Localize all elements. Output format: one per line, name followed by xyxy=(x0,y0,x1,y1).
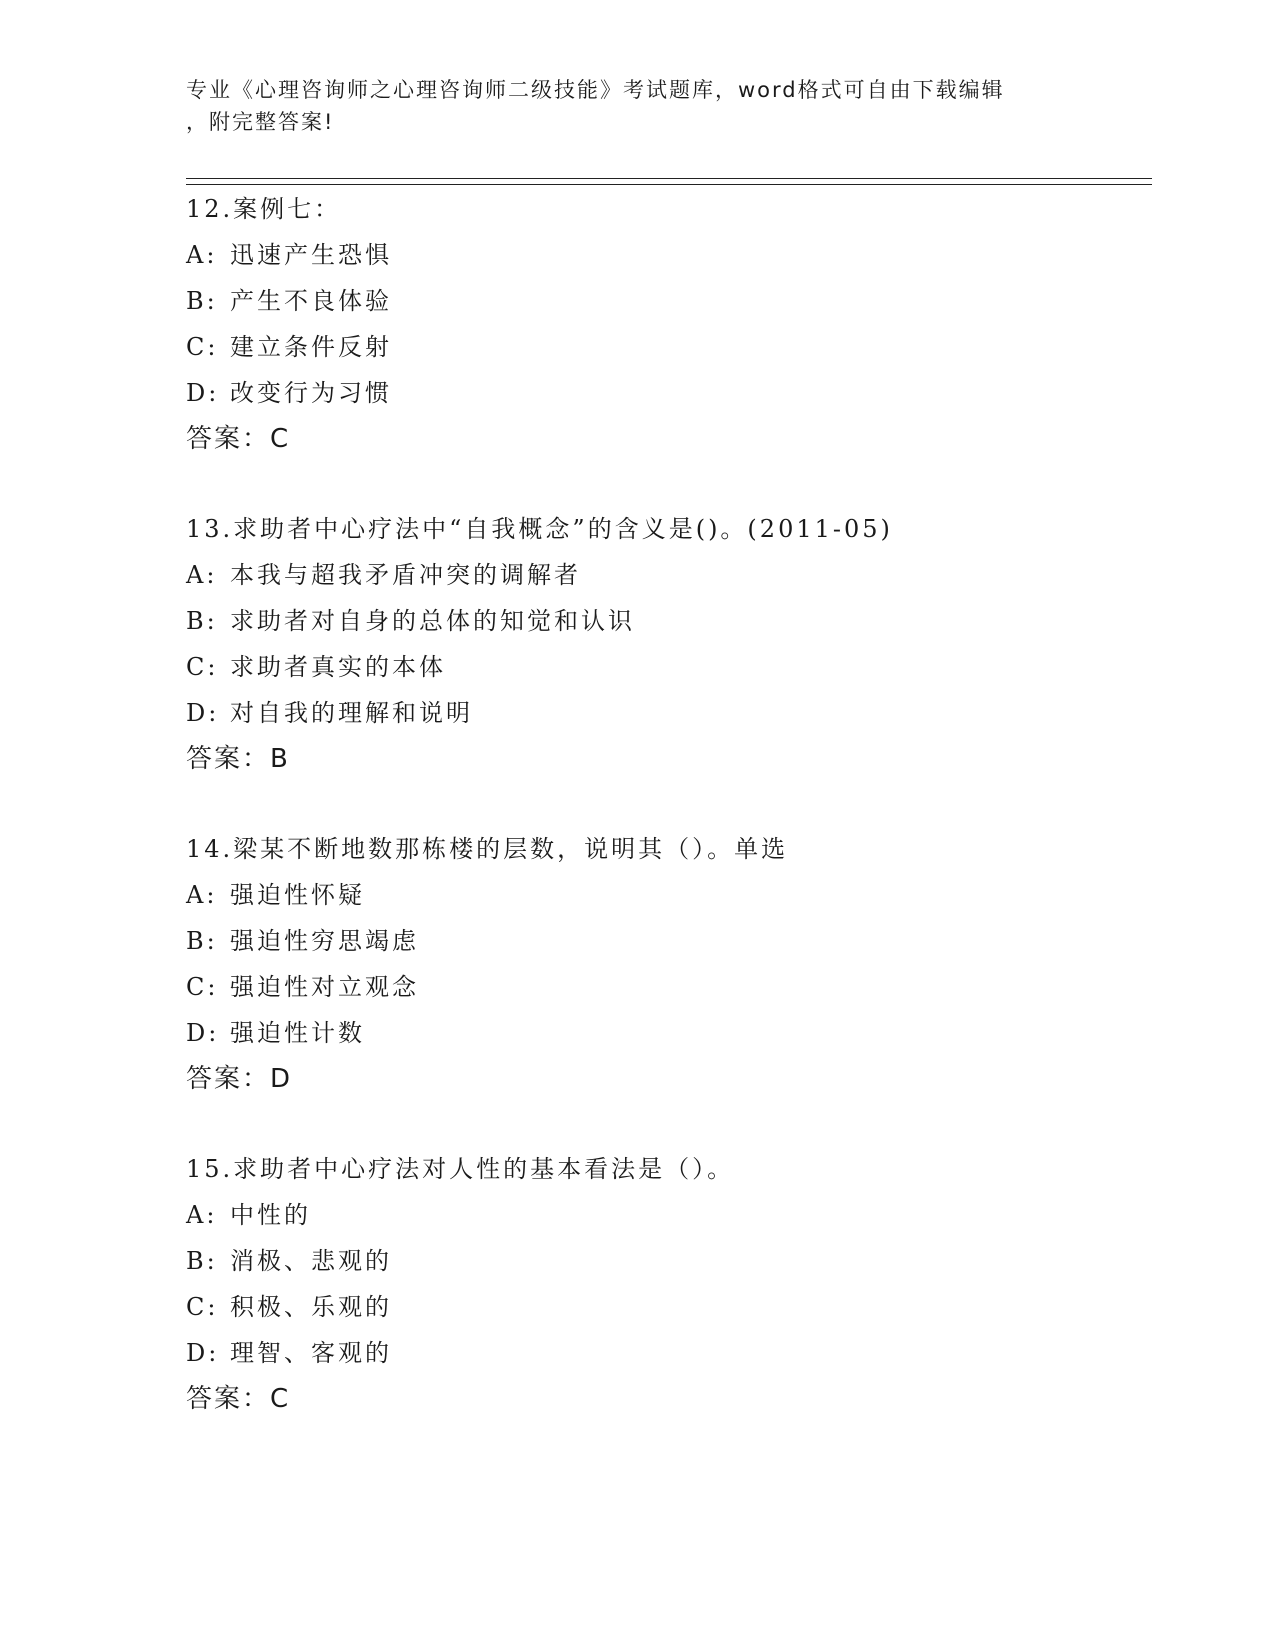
option-letter: C: xyxy=(186,973,219,1001)
question-title: 12.案例七： xyxy=(186,195,342,223)
option-letter: A: xyxy=(186,881,218,909)
option-letter: C: xyxy=(186,653,219,681)
option-c xyxy=(186,324,1152,370)
option-text: 求助者对自身的总体的知觉和认识 xyxy=(230,607,635,635)
option-letter: B: xyxy=(186,287,218,315)
option-a xyxy=(186,552,1152,598)
option-text: 迅速产生恐惧 xyxy=(230,241,392,269)
option-letter: B: xyxy=(186,927,218,955)
option-b xyxy=(186,598,1152,644)
option-a xyxy=(186,1192,1152,1238)
question-title: 14.梁某不断地数那栋楼的层数，说明其（）。单选 xyxy=(186,835,789,863)
option-b xyxy=(186,278,1152,324)
option-letter: B: xyxy=(186,607,218,635)
question-title: 13.求助者中心疗法中“自我概念”的含义是()。(2011-05) xyxy=(186,515,893,543)
option-letter: D: xyxy=(186,1339,220,1367)
option-b xyxy=(186,918,1152,964)
question-13 xyxy=(186,506,1152,782)
option-letter: D: xyxy=(186,1019,220,1047)
option-text: 理智、客观的 xyxy=(230,1339,392,1367)
header-line-2: ，附完整答案! xyxy=(186,110,335,134)
option-letter: A: xyxy=(186,241,218,269)
header-divider-top xyxy=(186,178,1152,179)
option-d xyxy=(186,1010,1152,1056)
option-text: 强迫性计数 xyxy=(230,1019,365,1047)
answer: 答案：D xyxy=(186,1064,293,1094)
option-c xyxy=(186,644,1152,690)
option-text: 对自我的理解和说明 xyxy=(230,699,473,727)
option-d xyxy=(186,690,1152,736)
option-text: 积极、乐观的 xyxy=(230,1293,392,1321)
header-line-1: 专业《心理咨询师之心理咨询师二级技能》考试题库，word格式可自由下载编辑 xyxy=(186,78,1005,102)
answer: 答案：C xyxy=(186,1384,291,1414)
option-a xyxy=(186,872,1152,918)
option-d xyxy=(186,1330,1152,1376)
option-text: 中性的 xyxy=(230,1201,311,1229)
question-12 xyxy=(186,186,1152,462)
question-15 xyxy=(186,1146,1152,1422)
option-c xyxy=(186,964,1152,1010)
option-letter: C: xyxy=(186,333,219,361)
option-text: 强迫性对立观念 xyxy=(230,973,419,1001)
option-d xyxy=(186,370,1152,416)
option-letter: A: xyxy=(186,1201,218,1229)
option-text: 强迫性怀疑 xyxy=(230,881,365,909)
option-letter: D: xyxy=(186,379,220,407)
option-letter: A: xyxy=(186,561,218,589)
question-list xyxy=(186,186,1152,1466)
option-text: 建立条件反射 xyxy=(230,333,392,361)
option-letter: C: xyxy=(186,1293,219,1321)
option-letter: D: xyxy=(186,699,220,727)
option-b xyxy=(186,1238,1152,1284)
option-text: 改变行为习惯 xyxy=(230,379,392,407)
option-text: 本我与超我矛盾冲突的调解者 xyxy=(230,561,581,589)
document-header xyxy=(186,74,1086,138)
answer: 答案：C xyxy=(186,424,291,454)
answer: 答案：B xyxy=(186,744,290,774)
option-text: 产生不良体验 xyxy=(230,287,392,315)
option-text: 强迫性穷思竭虑 xyxy=(230,927,419,955)
option-text: 消极、悲观的 xyxy=(230,1247,392,1275)
option-text: 求助者真实的本体 xyxy=(230,653,446,681)
header-divider-bottom xyxy=(186,184,1152,185)
question-14 xyxy=(186,826,1152,1102)
question-title: 15.求助者中心疗法对人性的基本看法是（）。 xyxy=(186,1155,735,1183)
option-letter: B: xyxy=(186,1247,218,1275)
option-c xyxy=(186,1284,1152,1330)
option-a xyxy=(186,232,1152,278)
